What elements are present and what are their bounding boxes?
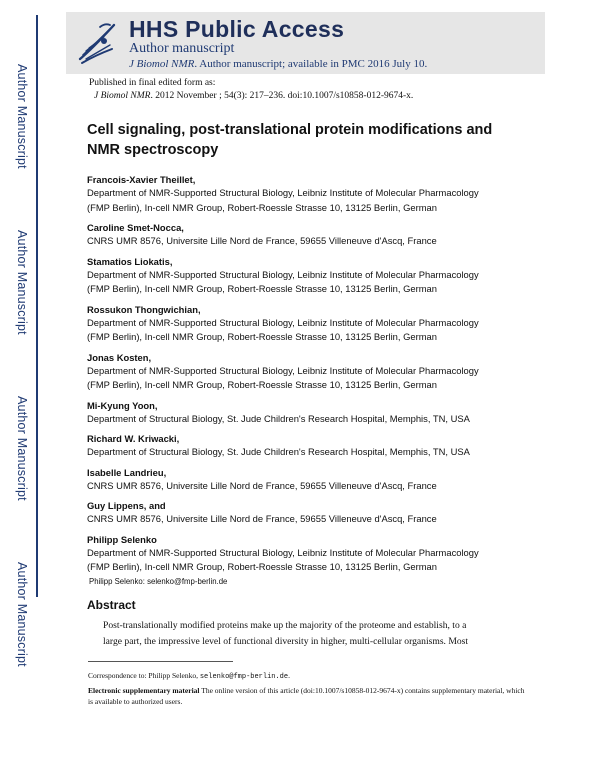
author-affiliation: Department of NMR-Supported Structural Biology, Leibniz Institute of Molecular Pharmacology bbox=[87, 268, 479, 280]
correspondence-note: Philipp Selenko: selenko@fmp-berlin.de bbox=[89, 577, 228, 586]
banner-title: HHS Public Access bbox=[129, 16, 345, 42]
author-name: Stamatios Liokatis, bbox=[87, 255, 173, 267]
author-affiliation: Department of NMR-Supported Structural Biology, Leibniz Institute of Molecular Pharmacology bbox=[87, 316, 479, 328]
author-list bbox=[87, 173, 557, 581]
author-name: Philipp Selenko bbox=[87, 533, 157, 545]
author-entry bbox=[87, 432, 557, 460]
abstract-line: Post-translationally modified proteins make up the majority of the proteome and establish, to a bbox=[103, 620, 467, 631]
banner-subtitle: Author manuscript bbox=[129, 41, 235, 56]
published-reference: . 2012 November ; 54(3): 217–236. doi:10.1007/s10858-012-9674-x. bbox=[150, 91, 414, 101]
footnote-supplementary-label: Electronic supplementary material bbox=[88, 686, 200, 695]
published-label: Published in final edited form as: bbox=[89, 78, 216, 88]
author-entry bbox=[87, 221, 557, 249]
author-entry bbox=[87, 533, 557, 575]
abstract-heading: Abstract bbox=[87, 598, 136, 612]
author-name: Francois-Xavier Theillet, bbox=[87, 174, 196, 185]
published-citation bbox=[94, 91, 413, 101]
author-name: Guy Lippens, and bbox=[87, 500, 166, 511]
author-affiliation: Department of NMR-Supported Structural Biology, Leibniz Institute of Molecular Pharmacology bbox=[87, 187, 479, 198]
author-affiliation: (FMP Berlin), In-cell NMR Group, Robert-Roessle Strasse 10, 13125 Berlin, German bbox=[87, 283, 437, 294]
author-entry bbox=[87, 173, 557, 215]
author-name: Richard W. Kriwacki, bbox=[87, 433, 180, 444]
author-entry bbox=[87, 255, 557, 297]
sidebar-rule bbox=[36, 15, 38, 597]
author-affiliation: CNRS UMR 8576, Universite Lille Nord de France, 59655 Villeneuve d'Ascq, France bbox=[87, 235, 437, 246]
author-entry bbox=[87, 466, 557, 494]
author-affiliation: (FMP Berlin), In-cell NMR Group, Robert-Roessle Strasse 10, 13125 Berlin, German bbox=[87, 561, 437, 572]
author-affiliation: Department of NMR-Supported Structural Biology, Leibniz Institute of Molecular Pharmacology bbox=[87, 546, 479, 558]
banner-journal: J Biomol NMR bbox=[129, 58, 195, 70]
sidebar-label-2: Author Manuscript bbox=[15, 230, 29, 335]
banner-availability: . Author manuscript; available in PMC 2016 July 10. bbox=[194, 58, 428, 70]
author-name: Mi-Kyung Yoon, bbox=[87, 399, 158, 411]
footnote-supplementary-text: The online version of this article (doi:10.1007/s10858-012-9674-x) contains supplementary material, which is available to authorized users. bbox=[88, 686, 525, 706]
article-title: Cell signaling, post-translational protein modifications and NMR spectroscopy bbox=[87, 122, 493, 158]
author-name: Caroline Smet-Nocca, bbox=[87, 222, 184, 233]
banner-citation bbox=[129, 58, 427, 70]
author-entry bbox=[87, 351, 557, 393]
footnote-correspondence-label: Correspondence to: Philipp Selenko, bbox=[88, 671, 200, 680]
sidebar-label-4: Author Manuscript bbox=[15, 562, 29, 667]
author-affiliation: Department of NMR-Supported Structural Biology, Leibniz Institute of Molecular Pharmacology bbox=[87, 364, 479, 376]
footnote-rule bbox=[88, 661, 233, 662]
author-affiliation: CNRS UMR 8576, Universite Lille Nord de France, 59655 Villeneuve d'Ascq, France bbox=[87, 479, 437, 491]
author-entry bbox=[87, 499, 557, 527]
sidebar-label-3: Author Manuscript bbox=[15, 396, 29, 501]
author-entry bbox=[87, 303, 557, 345]
footnote-email[interactable]: selenko@fmp-berlin.de bbox=[199, 673, 289, 681]
abstract-body bbox=[103, 618, 543, 650]
author-affiliation: (FMP Berlin), In-cell NMR Group, Robert-Roessle Strasse 10, 13125 Berlin, German bbox=[87, 201, 437, 213]
author-affiliation: (FMP Berlin), In-cell NMR Group, Robert-Roessle Strasse 10, 13125 Berlin, German bbox=[87, 331, 437, 342]
sidebar-label-1: Author Manuscript bbox=[15, 64, 29, 169]
author-name: Rossukon Thongwichian, bbox=[87, 303, 201, 315]
hhs-eagle-logo-icon bbox=[74, 19, 120, 67]
author-name: Jonas Kosten, bbox=[87, 351, 152, 363]
footnote-supplementary bbox=[88, 686, 528, 707]
published-journal: J Biomol NMR bbox=[94, 91, 151, 101]
footnote-correspondence bbox=[88, 671, 290, 681]
footnote-correspondence-end: . bbox=[288, 671, 290, 680]
author-affiliation: CNRS UMR 8576, Universite Lille Nord de France, 59655 Villeneuve d'Ascq, France bbox=[87, 513, 437, 524]
author-affiliation: Department of Structural Biology, St. Jude Children's Research Hospital, Memphis, TN, USA bbox=[87, 446, 470, 457]
abstract-line: large part, the impressive level of functional diversity in higher, multi-cellular organisms. Most bbox=[103, 636, 469, 647]
hhs-banner bbox=[66, 12, 545, 74]
author-name: Isabelle Landrieu, bbox=[87, 466, 167, 478]
author-affiliation: (FMP Berlin), In-cell NMR Group, Robert-Roessle Strasse 10, 13125 Berlin, German bbox=[87, 379, 437, 390]
author-entry bbox=[87, 399, 557, 427]
author-affiliation: Department of Structural Biology, St. Jude Children's Research Hospital, Memphis, TN, USA bbox=[87, 412, 470, 424]
